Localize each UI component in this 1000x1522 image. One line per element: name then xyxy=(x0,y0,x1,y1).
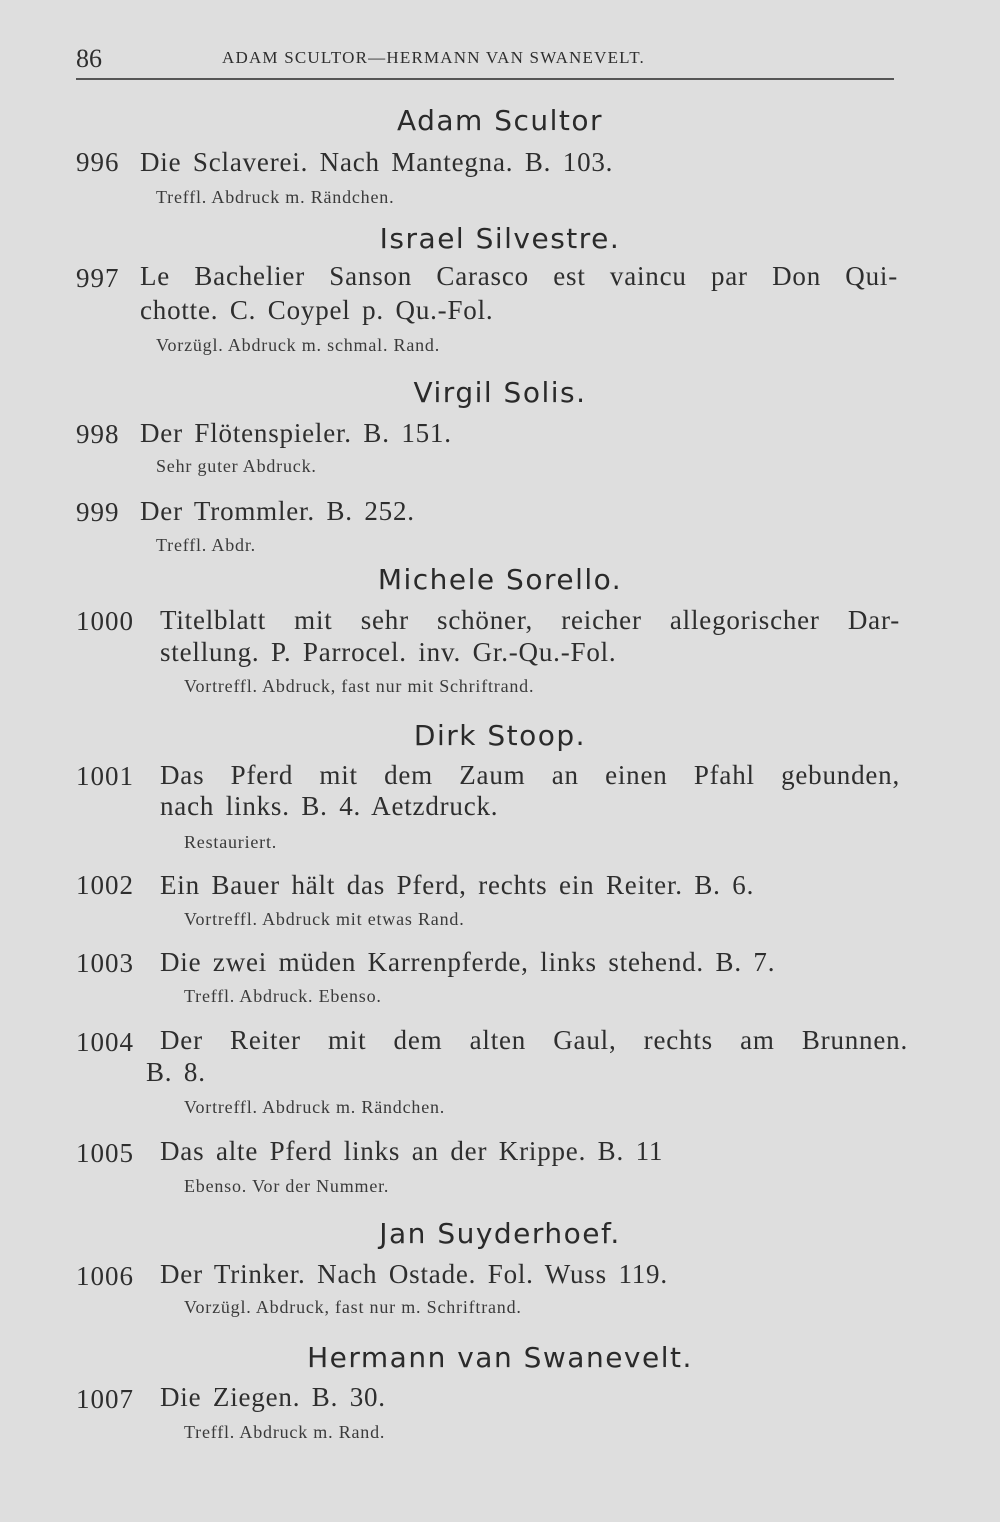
entry-note: Vortreffl. Abdruck mit etwas Rand. xyxy=(184,909,465,929)
artist-heading: Michele Sorello. xyxy=(377,563,623,596)
entry-note: Treffl. Abdruck m. Rändchen. xyxy=(156,187,395,207)
entry-note: Treffl. Abdruck m. Rand. xyxy=(184,1422,386,1442)
entry-title-continued: chotte. C. Coypel p. Qu.-Fol. xyxy=(140,295,494,325)
entry-title: Ein Bauer hält das Pferd, rechts ein Reiter. B. 6. xyxy=(160,870,755,900)
entry-number: 1006 xyxy=(76,1261,134,1291)
artist-heading: Virgil Solis. xyxy=(413,376,587,409)
entry-number: 1000 xyxy=(76,606,134,636)
entry-number: 1004 xyxy=(76,1027,134,1057)
entry-note: Restauriert. xyxy=(184,832,278,852)
entry-number: 996 xyxy=(76,147,120,177)
entry-note: Vorzügl. Abdruck, fast nur m. Schriftrand. xyxy=(184,1297,522,1317)
entry-title-continued: B. 8. xyxy=(146,1057,206,1087)
header-rule xyxy=(76,78,894,80)
entry-title-continued: nach links. B. 4. Aetzdruck. xyxy=(160,791,499,821)
entry-title: Die Sclaverei. Nach Mantegna. B. 103. xyxy=(140,147,614,177)
entry-title: Das alte Pferd links an der Krippe. B. 11 xyxy=(160,1136,664,1166)
running-title: ADAM SCULTOR—HERMANN VAN SWANEVELT. xyxy=(222,48,645,67)
entry-title: Titelblatt mit sehr schöner, reicher allegorischer Dar- xyxy=(160,605,900,635)
entry-title: Der Flötenspieler. B. 151. xyxy=(140,418,452,448)
entry-title-continued: stellung. P. Parrocel. inv. Gr.-Qu.-Fol. xyxy=(160,637,617,667)
entry-number: 1005 xyxy=(76,1138,134,1168)
entry-title: Die Ziegen. B. 30. xyxy=(160,1382,386,1412)
entry-number: 1007 xyxy=(76,1384,134,1414)
artist-heading: Hermann van Swanevelt. xyxy=(307,1341,693,1374)
entry-number: 997 xyxy=(76,263,120,293)
entry-title: Le Bachelier Sanson Carasco est vaincu par Don Qui- xyxy=(140,261,898,291)
artist-heading: Jan Suyderhoef. xyxy=(379,1217,621,1250)
page-number: 86 xyxy=(76,44,102,73)
entry-number: 1002 xyxy=(76,870,134,900)
entry-note: Vortreffl. Abdruck, fast nur mit Schriftrand. xyxy=(184,676,535,696)
entry-title: Das Pferd mit dem Zaum an einen Pfahl gebunden, xyxy=(160,760,900,790)
artist-heading: Adam Scultor xyxy=(396,104,604,137)
entry-number: 999 xyxy=(76,497,120,527)
entry-note: Ebenso. Vor der Nummer. xyxy=(184,1176,390,1196)
entry-title: Der Trinker. Nach Ostade. Fol. Wuss 119. xyxy=(160,1259,668,1289)
entry-note: Treffl. Abdr. xyxy=(156,535,256,555)
entry-note: Vorzügl. Abdruck m. schmal. Rand. xyxy=(156,335,441,355)
entry-number: 1001 xyxy=(76,761,134,791)
entry-title: Die zwei müden Karrenpferde, links stehend. B. 7. xyxy=(160,947,776,977)
entry-note: Vortreffl. Abdruck m. Rändchen. xyxy=(184,1097,446,1117)
entry-number: 998 xyxy=(76,419,120,449)
entry-note: Treffl. Abdruck. Ebenso. xyxy=(184,986,382,1006)
entry-number: 1003 xyxy=(76,948,134,978)
entry-note: Sehr guter Abdruck. xyxy=(156,456,317,476)
entry-title: Der Trommler. B. 252. xyxy=(140,496,415,526)
artist-heading: Israel Silvestre. xyxy=(379,222,621,255)
entry-title: Der Reiter mit dem alten Gaul, rechts am Brunnen. xyxy=(160,1025,908,1055)
artist-heading: Dirk Stoop. xyxy=(413,719,587,752)
